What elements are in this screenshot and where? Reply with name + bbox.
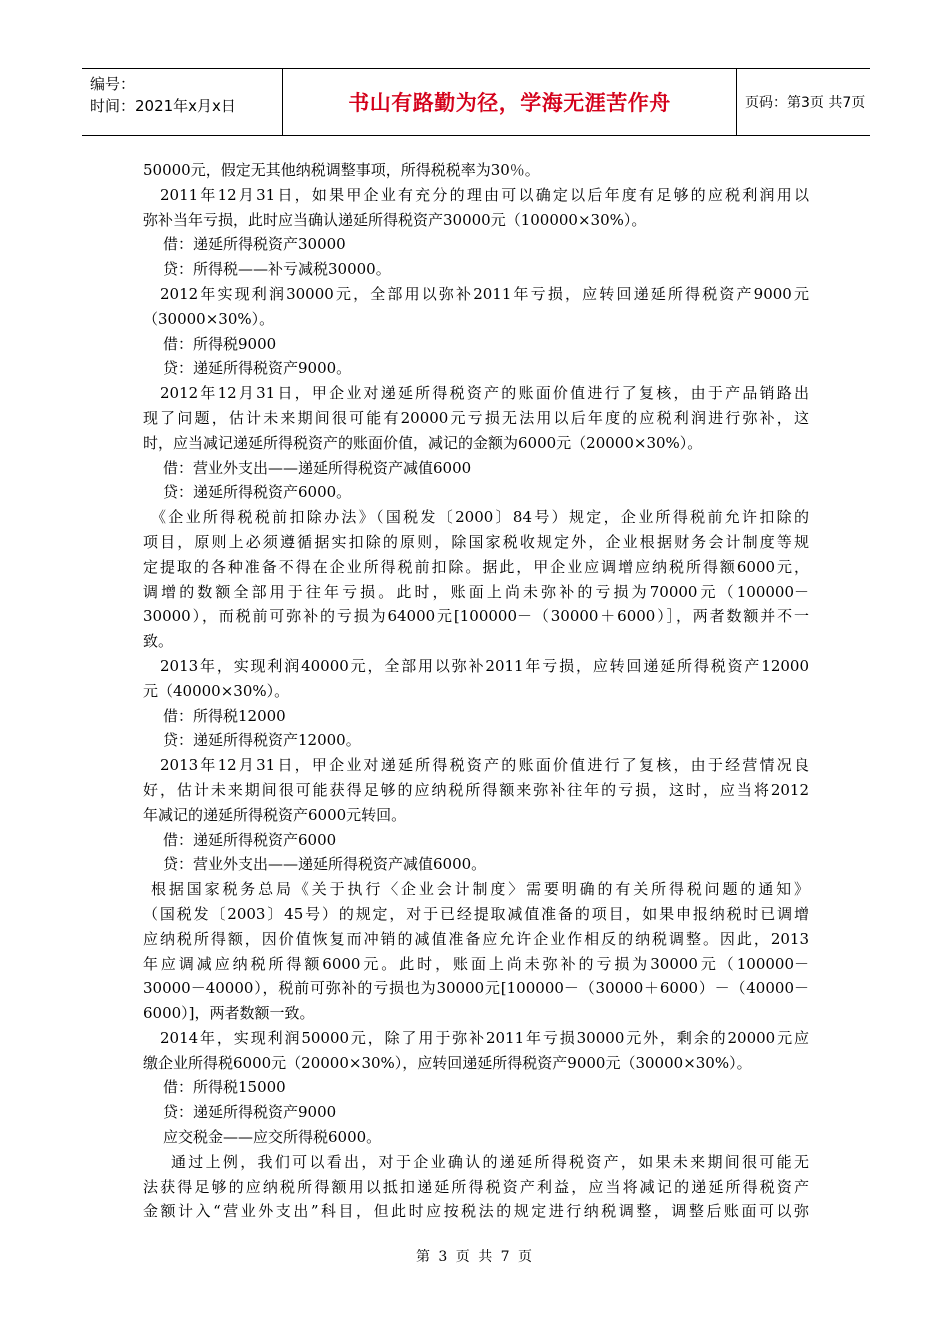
text-line: 贷：递延所得税资产9000	[163, 1103, 337, 1122]
text-line: （国税发〔2003〕45号）的规定，对于已经提取减值准备的项目，如果申报纳税时已调增	[143, 904, 809, 923]
text-line: 缴企业所得税6000元（20000×30%），应转回递延所得税资产9000元（30000×30%）。	[143, 1053, 752, 1072]
text-line: 借：递延所得税资产30000	[163, 235, 346, 254]
text-line: 弥补当年亏损，此时应当确认递延所得税资产30000元（100000×30%）。	[143, 210, 647, 229]
text-line: 根据国家税务总局《关于执行〈企业会计制度〉需要明确的有关所得税问题的通知》	[151, 880, 809, 899]
text-line: 贷：递延所得税资产12000。	[163, 731, 361, 750]
text-line: 致。	[143, 632, 174, 651]
text-line: 现了问题，估计未来期间很可能有20000元亏损无法用以后年度的应税利润进行弥补，这	[143, 408, 809, 427]
text-line: 贷：所得税——补亏减税30000。	[163, 260, 391, 279]
text-line: 定提取的各种准备不得在企业所得税前扣除。据此，甲企业应调增应纳税所得额6000元，	[143, 557, 809, 576]
text-line: 2012年12月31日，甲企业对递延所得税资产的账面价值进行了复核，由于产品销路出	[160, 384, 809, 403]
text-line: 金额计入“营业外支出”科目，但此时应按税法的规定进行纳税调整，调整后账面可以弥	[143, 1202, 809, 1221]
text-line: 好，估计未来期间很可能获得足够的应纳税所得额来弥补往年的亏损，这时，应当将2012	[143, 780, 809, 799]
text-line: 30000－40000），税前可弥补的亏损也为30000元[100000－（30000＋6000）－（40000－	[143, 979, 809, 998]
text-line: 法获得足够的应纳税所得额用以抵扣递延所得税资产利益，应当将减记的递延所得税资产	[143, 1177, 809, 1196]
text-line: 借：所得税9000	[163, 334, 277, 353]
text-line: 2011年12月31日，如果甲企业有充分的理由可以确定以后年度有足够的应税利润用以	[160, 185, 809, 204]
text-line: 借：所得税15000	[163, 1078, 286, 1097]
text-line: 应交税金——应交所得税6000。	[163, 1128, 382, 1147]
number-label: 编号：	[90, 75, 136, 93]
text-line: 贷：递延所得税资产6000。	[163, 483, 352, 502]
text-line: 2012年实现利润30000元，全部用以弥补2011年亏损，应转回递延所得税资产9000元	[160, 284, 809, 303]
text-line: 6000）]，两者数额一致。	[143, 1004, 315, 1023]
time-label: 时间：2021年x月x日	[90, 97, 236, 115]
text-line: 元（40000×30%）。	[143, 681, 290, 700]
text-line: 时，应当减记递延所得税资产的账面价值，减记的金额为6000元（20000×30%）。	[143, 433, 703, 452]
text-line: 借：所得税12000	[163, 706, 286, 725]
page-footer: 第 3 页 共 7 页	[415, 1249, 535, 1265]
text-line: 2013年，实现利润40000元，全部用以弥补2011年亏损，应转回递延所得税资产12000	[160, 656, 809, 675]
text-line: 2013年12月31日，甲企业对递延所得税资产的账面价值进行了复核，由于经营情况良	[160, 756, 809, 775]
text-line: 应纳税所得额，因价值恢复而冲销的减值准备应允许企业作相反的纳税调整。因此，2013	[143, 929, 809, 948]
header-page-label: 页码：第3页 共7页	[745, 95, 866, 111]
text-line: （30000×30%）。	[143, 309, 275, 328]
header-info	[82, 69, 282, 135]
text-line: 30000），而税前可弥补的亏损为64000元[100000－（30000＋6000）］，两者数额并不一	[143, 607, 809, 626]
text-line: 调增的数额全部用于往年亏损。此时，账面上尚未弥补的亏损为70000元（100000－	[143, 582, 809, 601]
document-body	[143, 158, 809, 1224]
text-line: 年应调减应纳税所得额6000元。此时，账面上尚未弥补的亏损为30000元（100000－	[143, 954, 809, 973]
text-line: 通过上例，我们可以看出，对于企业确认的递延所得税资产，如果未来期间很可能无	[171, 1152, 809, 1171]
text-line: 贷：递延所得税资产9000。	[163, 359, 352, 378]
page-header	[82, 68, 870, 136]
header-motto: 书山有路勤为径，学海无涯苦作舟	[282, 69, 737, 135]
text-line: 50000元，假定无其他纳税调整事项，所得税税率为30％。	[143, 161, 540, 179]
text-line: 2014年，实现利润50000元，除了用于弥补2011年亏损30000元外，剩余的20000元应	[160, 1028, 809, 1047]
text-line: 《企业所得税税前扣除办法》（国税发〔2000〕84号）规定，企业所得税前允许扣除的	[151, 508, 809, 527]
text-line: 借：递延所得税资产6000	[163, 830, 337, 849]
text-line: 项目，原则上必须遵循据实扣除的原则，除国家税收规定外，企业根据财务会计制度等规	[143, 532, 809, 551]
text-line: 借：营业外支出——递延所得税资产减值6000	[163, 458, 472, 477]
text-line: 贷：营业外支出——递延所得税资产减值6000。	[163, 855, 487, 874]
text-line: 年减记的递延所得税资产6000元转回。	[143, 805, 407, 824]
